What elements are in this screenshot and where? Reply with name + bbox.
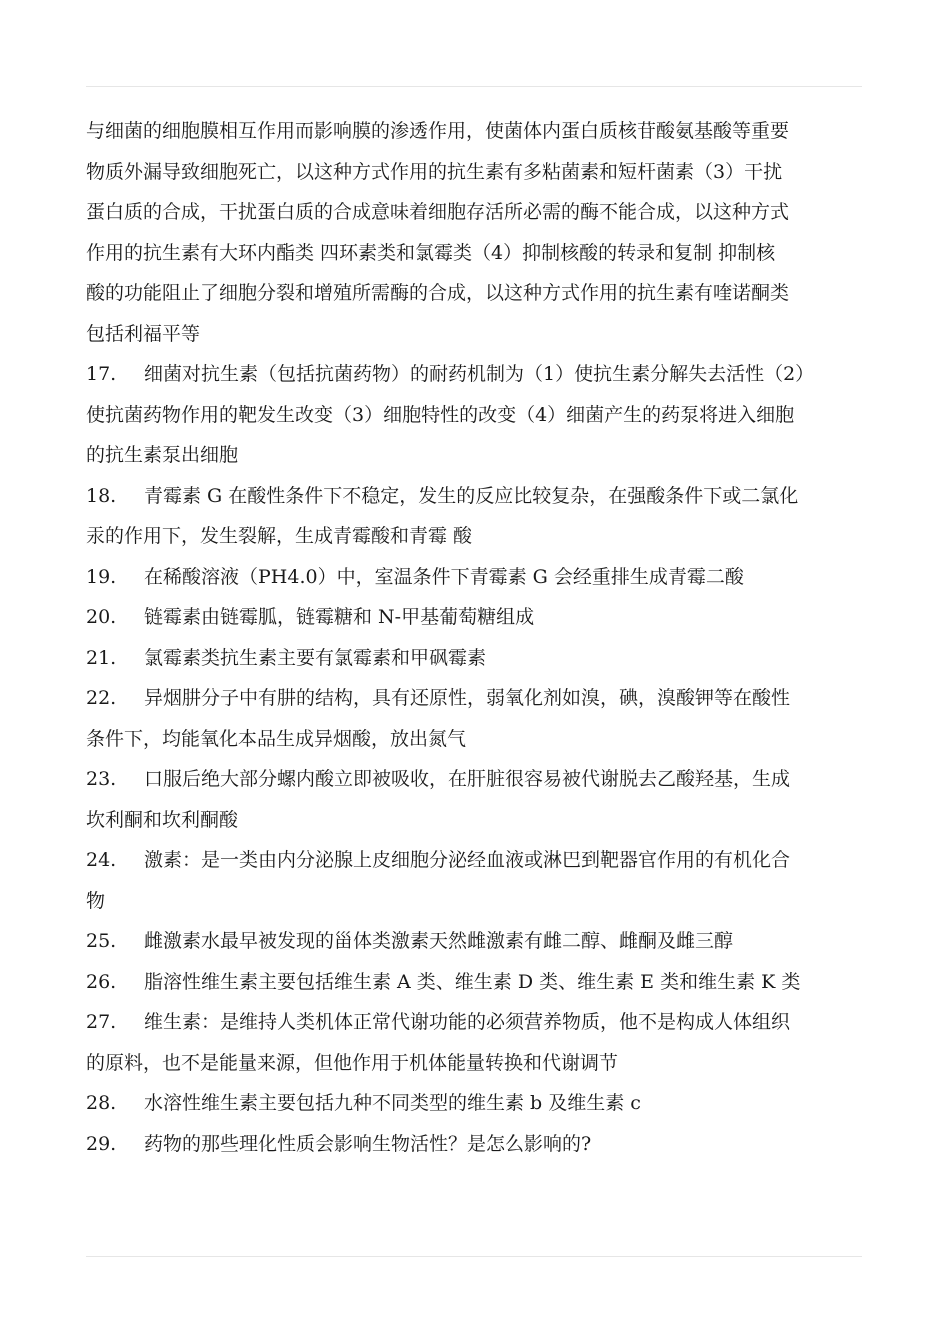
- footer-rule: [86, 1256, 862, 1257]
- line-text: 条件下，均能氧化本品生成异烟酸，放出氮气: [86, 727, 467, 750]
- item-number: 20.: [86, 606, 117, 628]
- line-text: 细菌对抗生素（包括抗菌药物）的耐药机制为（1）使抗生素分解失去活性（2）: [144, 363, 815, 385]
- item-number: 27.: [86, 1011, 117, 1033]
- line-text: 雌激素水最早被发现的甾体类激素天然雌激素有雌二醇、雌酮及雌三醇: [144, 930, 734, 952]
- text-line: [86, 476, 876, 517]
- text-line: [86, 1043, 876, 1084]
- text-line: [86, 152, 876, 193]
- text-line: [86, 962, 876, 1003]
- item-number: 22.: [86, 687, 117, 709]
- line-text: 口服后绝大部分螺内酸立即被吸收，在肝脏很容易被代谢脱去乙酸羟基，生成: [144, 768, 791, 790]
- text-line: [86, 557, 876, 598]
- text-line: [86, 719, 876, 760]
- line-text: 酸的功能阻止了细胞分裂和增殖所需酶的合成，以这种方式作用的抗生素有喹诺酮类: [86, 282, 790, 304]
- text-line: [86, 516, 876, 557]
- line-text: 与细菌的细胞膜相互作用而影响膜的渗透作用，使菌体内蛋白质核苷酸氨基酸等重要: [86, 120, 790, 142]
- item-number: 26.: [86, 970, 117, 993]
- header-rule: [86, 86, 862, 87]
- text-line: [86, 759, 876, 800]
- line-text: 脂溶性维生素主要包括维生素 A 类、维生素 D 类、维生素 E 类和维生素 K 类: [144, 970, 801, 993]
- item-number: 23.: [86, 768, 117, 790]
- text-line: [86, 273, 876, 314]
- text-line: [86, 354, 876, 395]
- line-text: 氯霉素类抗生素主要有氯霉素和甲砜霉素: [144, 646, 487, 669]
- text-line: [86, 597, 876, 638]
- line-text: 蛋白质的合成，干扰蛋白质的合成意味着细胞存活所必需的酶不能合成，以这种方式: [86, 201, 790, 223]
- line-text: 物质外漏导致细胞死亡，以这种方式作用的抗生素有多粘菌素和短杆菌素（3）干扰: [86, 160, 783, 183]
- item-number: 21.: [86, 646, 117, 669]
- line-text: 物: [86, 889, 106, 912]
- line-text: 在稀酸溶液（PH4.0）中，室温条件下青霉素 G 会经重排生成青霉二酸: [144, 565, 744, 588]
- line-text: 使抗菌药物作用的靶发生改变（3）细胞特性的改变（4）细菌产生的药泵将进入细胞: [86, 403, 795, 426]
- line-text: 的抗生素泵出细胞: [86, 444, 239, 466]
- text-line: [86, 921, 876, 962]
- text-line: [86, 638, 876, 679]
- document-body: [86, 111, 876, 1164]
- item-number: 19.: [86, 565, 117, 588]
- text-line: [86, 192, 876, 233]
- line-text: 水溶性维生素主要包括九种不同类型的维生素 b 及维生素 c: [144, 1092, 641, 1114]
- line-text: 汞的作用下，发生裂解，生成青霉酸和青霉 酸: [86, 525, 473, 547]
- line-text: 作用的抗生素有大环内酯类 四环素类和氯霉类（4）抑制核酸的转录和复制 抑制核: [86, 241, 776, 264]
- line-text: 异烟肼分子中有肼的结构，具有还原性，弱氧化剂如溴，碘，溴酸钾等在酸性: [144, 687, 791, 709]
- text-line: [86, 1002, 876, 1043]
- text-line: [86, 233, 876, 274]
- item-number: 18.: [86, 484, 117, 507]
- text-line: [86, 111, 876, 152]
- item-number: 28.: [86, 1092, 117, 1114]
- text-line: [86, 1083, 876, 1124]
- text-line: [86, 435, 876, 476]
- text-line: [86, 840, 876, 881]
- text-line: [86, 395, 876, 436]
- line-text: 的原料，也不是能量来源，但他作用于机体能量转换和代谢调节: [86, 1051, 619, 1074]
- text-line: [86, 1124, 876, 1165]
- item-number: 24.: [86, 849, 117, 871]
- line-text: 药物的那些理化性质会影响生物活性？是怎么影响的?: [144, 1132, 592, 1155]
- text-line: [86, 800, 876, 841]
- item-number: 17.: [86, 363, 117, 385]
- text-line: [86, 678, 876, 719]
- line-text: 青霉素 G 在酸性条件下不稳定，发生的反应比较复杂，在强酸条件下或二氯化: [144, 484, 799, 507]
- line-text: 坎利酮和坎利酮酸: [86, 808, 239, 831]
- line-text: 激素：是一类由内分泌腺上皮细胞分泌经血液或淋巴到靶器官作用的有机化合: [144, 849, 791, 871]
- text-line: [86, 881, 876, 922]
- line-text: 包括利福平等: [86, 322, 201, 345]
- item-number: 29.: [86, 1132, 117, 1155]
- item-number: 25.: [86, 930, 117, 952]
- line-text: 维生素：是维持人类机体正常代谢功能的必须营养物质，他不是构成人体组织: [144, 1011, 791, 1033]
- line-text: 链霉素由链霉胍，链霉糖和 N-甲基葡萄糖组成: [144, 606, 535, 628]
- text-line: [86, 314, 876, 355]
